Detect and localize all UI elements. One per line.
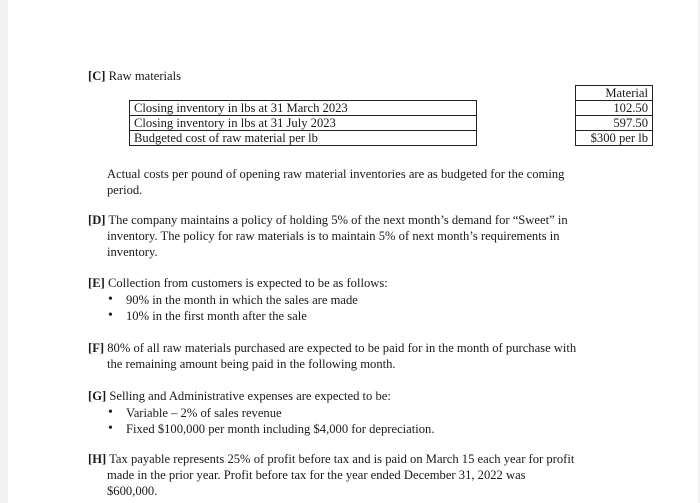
section-h — [88, 451, 618, 499]
section-g-line-1: Selling and Administrative expenses are expected to be: — [109, 389, 391, 403]
section-g-label: [G] — [88, 389, 107, 403]
section-c-heading — [88, 68, 618, 84]
section-d-line-2: inventory. The policy for raw materials is to maintain 5% of next month’s requirements in — [107, 229, 560, 243]
section-e-line-1: Collection from customers is expected to be as follows: — [107, 276, 388, 290]
row-label: Budgeted cost of raw material per lb — [130, 131, 477, 146]
raw-materials-table — [129, 85, 653, 146]
note-line-1: Actual costs per pound of opening raw material inventories are as budgeted for the coming — [107, 167, 565, 181]
row-value: $300 per lb — [576, 131, 653, 146]
section-h-label: [H] — [88, 452, 107, 466]
table-row — [130, 101, 653, 116]
section-g-bullets — [88, 405, 618, 437]
section-h-line-1: Tax payable represents 25% of profit before tax and is paid on March 15 each year for profit — [109, 452, 575, 466]
section-e-bullets — [88, 292, 618, 324]
list-item: • 10% in the first month after the sale — [108, 308, 618, 324]
section-f-line-1: 80% of all raw materials purchased are expected to be paid for in the month of purchase with — [107, 341, 577, 355]
section-f-label: [F] — [88, 341, 105, 355]
section-f-line-2: the remaining amount being paid in the following month. — [107, 357, 396, 371]
section-c-label: [C] — [88, 69, 106, 83]
section-h-line-3: $600,000. — [107, 484, 158, 498]
section-e-label: [E] — [88, 276, 105, 290]
list-item: • Variable – 2% of sales revenue — [108, 405, 618, 421]
table-row — [130, 116, 653, 131]
section-d-line-1: The company maintains a policy of holding 5% of the next month’s demand for “Sweet” in — [108, 213, 568, 227]
row-label: Closing inventory in lbs at 31 March 2023 — [130, 101, 477, 116]
section-d — [88, 212, 618, 260]
list-item: • Fixed $100,000 per month including $4,000 for depreciation. — [108, 421, 618, 437]
section-d-line-3: inventory. — [107, 245, 158, 259]
section-f — [88, 340, 618, 372]
list-item: • 90% in the month in which the sales are made — [108, 292, 618, 308]
section-e — [88, 275, 618, 324]
row-value: 597.50 — [576, 116, 653, 131]
section-c-note — [107, 166, 637, 198]
section-g — [88, 388, 618, 437]
section-d-label: [D] — [88, 213, 106, 227]
table-row — [130, 131, 653, 146]
section-c-title: Raw materials — [108, 69, 182, 83]
row-value: 102.50 — [576, 101, 653, 116]
material-column-header: Material — [576, 86, 653, 101]
row-label: Closing inventory in lbs at 31 July 2023 — [130, 116, 477, 131]
note-line-2: period. — [107, 183, 143, 197]
table-header-row — [130, 86, 653, 101]
section-h-line-2: made in the prior year. Profit before tax for the year ended December 31, 2022 was — [107, 468, 526, 482]
